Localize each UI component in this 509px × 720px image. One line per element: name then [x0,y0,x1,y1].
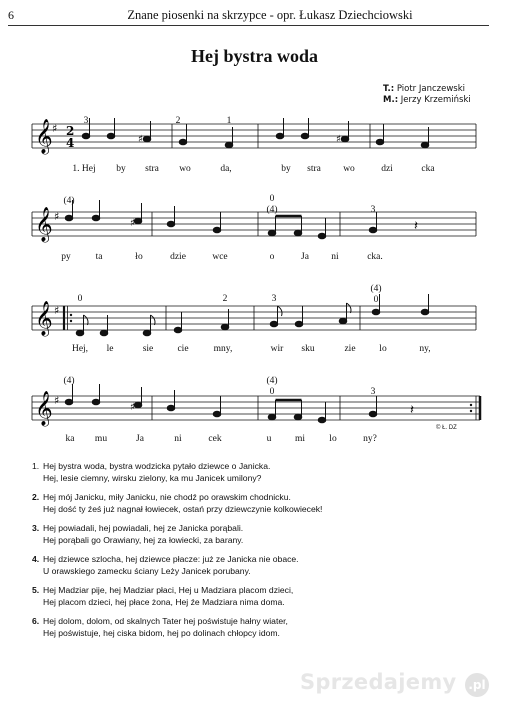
lyric-syllable: cka [421,164,435,174]
lyric-syllable: stra [307,164,321,174]
verse-line: Hej Madziar pije, hej Madziar płaci, Hej u Madziara placom dzieci, [43,584,294,595]
fingering: 0 [269,387,275,397]
music-credit: M.: Jerzy Krzemiński [383,95,471,105]
lyric-syllable: Hej, [71,344,89,354]
copyright-mark: © Ł. DZ [436,425,457,431]
fingering: (4) [63,376,75,386]
lyric-syllable: mny, [213,344,233,354]
watermark [300,664,500,710]
song-title: Hej bystra woda [191,46,318,66]
lyric-syllable: ni [331,252,339,262]
music-system-1 [0,110,509,180]
music-system-2 [0,194,509,266]
fingering: 1 [226,116,232,126]
music-system-4 [0,374,509,450]
verse-4 [32,553,472,577]
verse-line: Hej bystra woda, bystra wodzicka pytało dziewce o Janicka. [43,461,271,471]
lyric-syllable: wo [343,164,355,174]
staff-2 [0,194,509,266]
svg-text:4: 4 [66,136,75,150]
lyric-syllable: ta [95,252,103,262]
fingering: 3 [370,387,376,397]
svg-text:♯: ♯ [130,218,135,229]
lyric-syllable: wce [212,252,228,262]
lyric-syllable: cka. [367,252,383,262]
lyric-syllable: sie [142,344,154,354]
lyric-syllable: wir [270,344,284,354]
verse-line: Hej porąbali go Orawiany, hej za łowiecki, za barany. [43,535,244,546]
svg-text:♯: ♯ [130,402,135,413]
lyric-syllable: cek [208,434,222,444]
watermark-text: Sprzedajemy [300,670,457,694]
verse-number: 4. [32,553,40,564]
fingering: 0 [77,294,83,304]
fingering: 3 [83,116,89,126]
verse-5 [32,584,472,608]
svg-text:𝄞: 𝄞 [35,391,53,426]
verse-number: 5. [32,584,40,595]
page-header [0,0,509,28]
svg-text:♯: ♯ [54,210,60,223]
svg-text:♯: ♯ [54,304,60,317]
verse-1 [32,460,472,484]
verse-number: 3. [32,522,40,533]
lyric-syllable: by [116,164,126,174]
fingering: 0 [269,194,275,204]
fingering: 2 [175,116,181,126]
verse-line: Hej powiadali, hej powiadali, hej ze Janicka porąbali. [43,522,244,533]
verse-2 [32,491,472,515]
fingering: (4) [266,376,278,386]
fingering: (4) [370,284,382,294]
lyric-syllable: by [281,164,291,174]
lyric-syllable: da, [220,164,232,174]
lyric-syllable: zie [344,344,356,354]
lyric-syllable: u [266,434,272,444]
book-title: Znane piosenki na skrzypce - opr. Łukasz Dziechciowski [127,8,413,22]
credits [383,84,471,106]
svg-text:♯: ♯ [138,134,143,145]
lyric-syllable: ny? [363,434,377,444]
verse-number: 6. [32,615,40,626]
verse-line: Hej dziewce szlocha, hej dziewce płacze: już ze Janicka nie obace. [43,553,299,564]
fingering: 3 [271,294,277,304]
lyric-syllable: cie [177,344,189,354]
lyric-syllable: 1. Hej [72,164,96,174]
verse-line: Hej dolom, dolom, od skalnych Tater hej poświstuje hałny wiater, [43,615,288,626]
staff-4 [0,374,509,450]
header-rule [8,25,489,26]
svg-text:♯: ♯ [336,134,341,145]
lyric-syllable: py [61,252,71,262]
fingering: (4) [63,196,75,206]
verses [32,460,472,645]
fingering: (4) [266,205,278,215]
verse-6 [32,615,472,639]
verse-number: 1. [32,461,40,471]
lyric-syllable: mi [294,434,306,444]
verse-line: Hej, lesie ciemny, wirsku zielony, ka mu Janicek umilony? [43,473,262,484]
fingering: 0 [373,295,379,305]
svg-text:𝄞: 𝄞 [35,119,53,154]
watermark-badge: .pl [465,673,489,697]
lyric-syllable: ka [65,434,75,444]
lyric-syllable: ni [174,434,182,444]
lyric-syllable: Ja [136,434,144,444]
lyric-syllable: sku [301,344,315,354]
svg-text:𝄽: 𝄽 [414,219,418,234]
svg-text:𝄽: 𝄽 [410,403,414,418]
page-number: 6 [8,8,14,22]
lyric-syllable: stra [145,164,159,174]
lyric-syllable: mu [94,434,108,444]
music-system-3 [0,286,509,358]
verse-line: Hej poświstuje, hej ciska bidom, hej po dolinach chłopcy idom. [43,627,280,638]
lyric-syllable: dzie [170,252,186,262]
lyric-syllable: wo [179,164,191,174]
lyric-syllable: Ja [301,252,309,262]
lyric-syllable: ło [135,252,143,262]
verse-line: Hej placom dzieci, hej płace żona, Hej źe Madziara nima doma. [43,596,285,607]
verse-line: U orawskiego zamecku ściany Leży Janicek porubany. [43,565,251,576]
lyric-syllable: lo [329,434,337,444]
lyric-syllable: o [269,252,275,262]
lyric-syllable: ny, [419,344,431,354]
lyric-syllable: lo [379,344,387,354]
lyrics-credit: T.: Piotr Janczewski [383,84,466,94]
verse-line: Hej mój Janicku, miły Janicku, nie chodź po orawskim chodnicku. [43,491,291,502]
svg-text:♯: ♯ [52,122,58,135]
lyric-syllable: dzi [381,164,393,174]
svg-text:𝄞: 𝄞 [35,301,53,336]
lyric-syllable: le [106,344,114,354]
svg-text:𝄞: 𝄞 [35,207,53,242]
svg-text:♯: ♯ [54,394,60,407]
verse-number: 2. [32,491,40,502]
fingering: 2 [222,294,228,304]
fingering: 3 [370,205,376,215]
verse-line: Hej dość ty źeś już nagnał łowiecek, ostań przy dziewczynie kolkowiecek! [43,504,323,515]
svg-text:2: 2 [66,124,75,138]
verse-3 [32,522,472,546]
